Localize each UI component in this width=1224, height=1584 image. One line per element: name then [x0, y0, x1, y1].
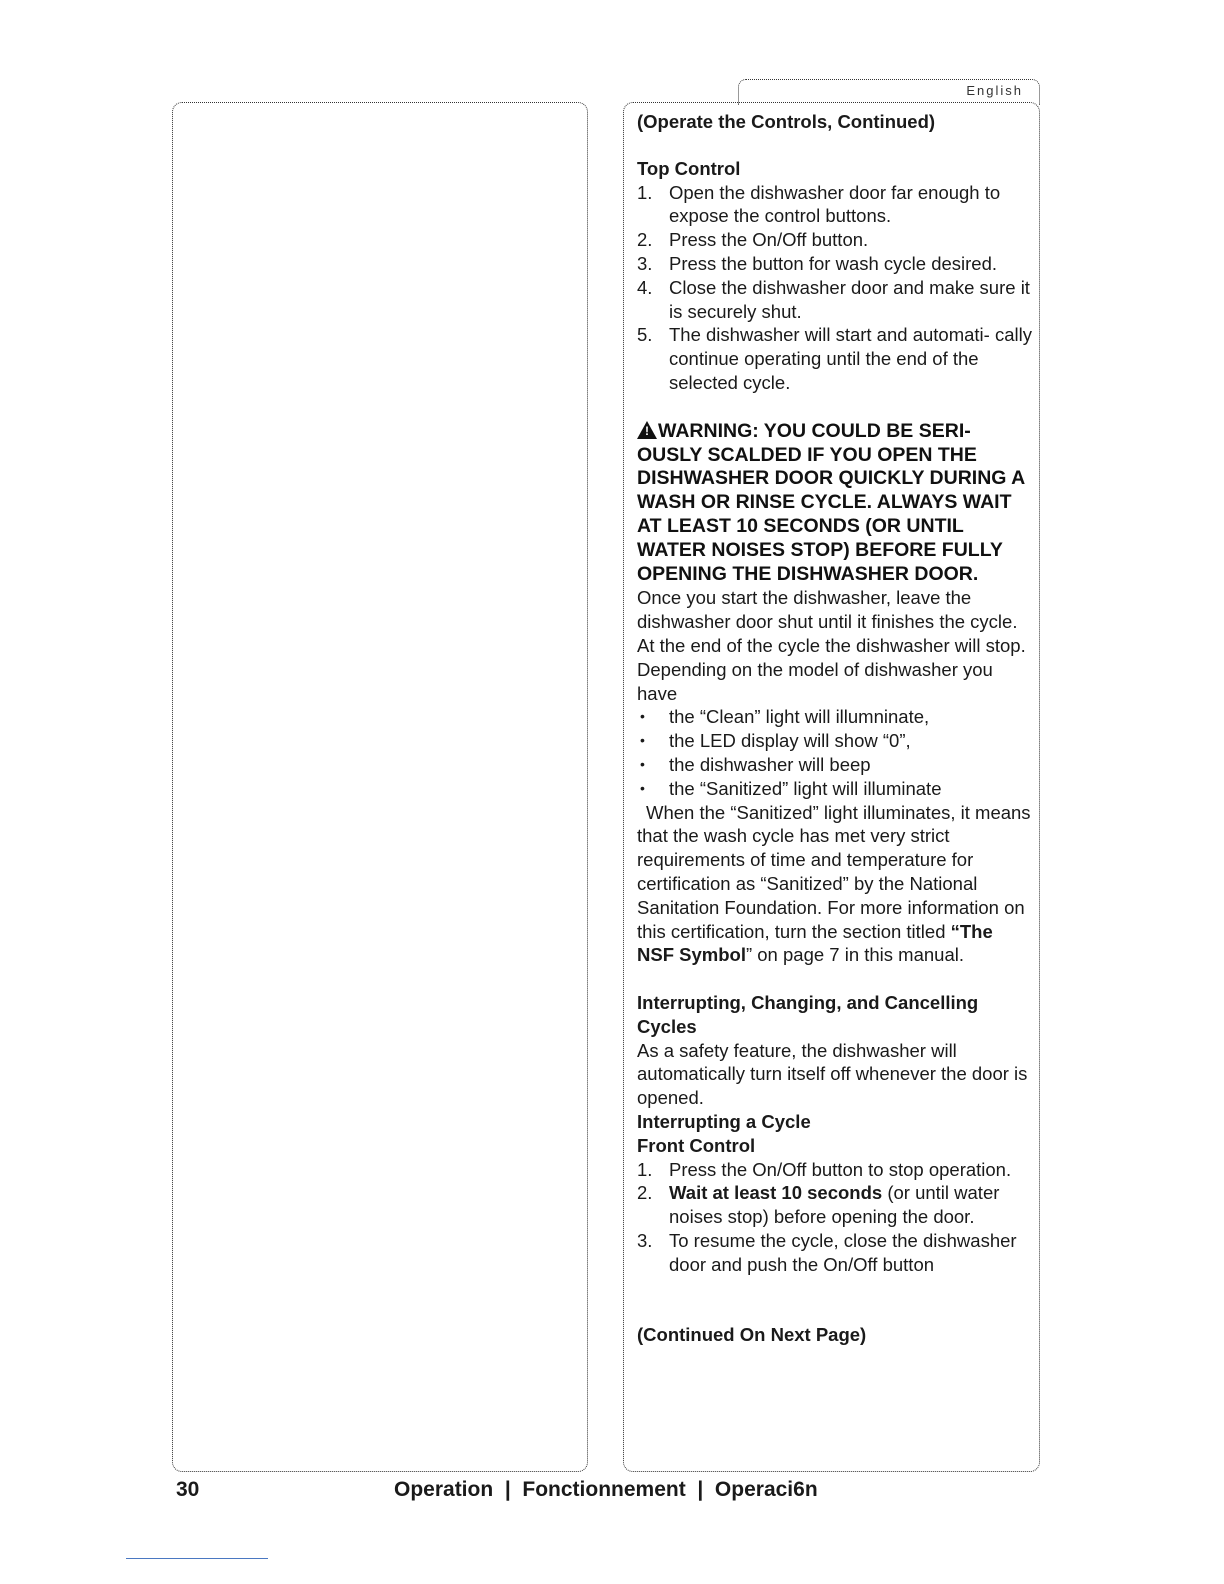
step-text: Press the On/Off button.	[669, 229, 869, 251]
bottom-divider	[126, 1558, 268, 1559]
indicator-bullets	[637, 705, 1032, 800]
step-number: 3.	[637, 1230, 653, 1252]
continued-next-page: (Continued On Next Page)	[637, 1323, 867, 1345]
front-control-heading: Front Control	[637, 1134, 756, 1156]
step-text: The dishwasher will start and automati- cally continue operating until the end of the selected cycle.	[669, 324, 1032, 393]
step-text: To resume the cycle, close the dishwasher door and push the On/Off button	[669, 1230, 1017, 1275]
language-label: English	[966, 83, 1023, 98]
interrupting-intro: As a safety feature, the dishwasher will automatically turn itself off whenever the door is opened.	[637, 1039, 1028, 1109]
front-control-steps	[637, 1158, 1032, 1277]
step-number: 1.	[637, 1158, 653, 1180]
step-text: (or until water noises stop) before opening the door.	[669, 1182, 1000, 1228]
after-start-intro: Once you start the dishwasher, leave the dishwasher door shut until it finishes the cycle. At the end of the cycle the dishwasher will stop. Depending on the model of dishwasher you have	[637, 587, 1026, 704]
warning-icon: !	[637, 421, 657, 439]
step-text: Open the dishwasher door far enough to expose the control buttons.	[669, 181, 1001, 227]
step-number: 2.	[637, 229, 653, 251]
list-item: • the “Clean” light will illumninate,	[637, 705, 1032, 729]
sanitized-text: When the “Sanitized” light illuminates, it means that the wash cycle has met very strict requirements of time and temperature for certification as “Sanitized” by the National Sanitation Foundation. For more information on this certification, turn the section titled	[637, 801, 1031, 942]
step-emphasis: Wait at least 10 seconds	[669, 1182, 883, 1204]
nsf-section-reference: “The NSF Symbol	[637, 920, 993, 966]
list-item: • the “Sanitized” light will illuminate	[637, 777, 1032, 801]
step-number: 2.	[637, 1182, 653, 1204]
warning-block	[637, 419, 1032, 587]
warning-text: WARNING: YOU COULD BE SERI- OUSLY SCALDED IF YOU OPEN THE DISHWASHER DOOR QUICKLY DURING A WASH OR RINSE CYCLE. ALWAYS WAIT AT LEAST 10 SECONDS (OR UNTIL WATER NOISES STOP) BEFORE FULLY OPENING THE DISHWASHER DOOR.	[637, 419, 1025, 585]
list-item	[637, 228, 1032, 252]
footer-title: Operation | Fonctionnement | Operaci6n	[394, 1478, 818, 1501]
step-number: 4.	[637, 276, 653, 298]
list-item	[637, 1181, 1032, 1229]
page-number: 30	[176, 1478, 200, 1501]
list-item: • the LED display will show “0”,	[637, 729, 1032, 753]
step-number: 3.	[637, 252, 653, 274]
left-blank-panel	[172, 102, 588, 1472]
list-item	[637, 276, 1032, 324]
step-text: Press the On/Off button to stop operation.	[669, 1158, 1012, 1180]
top-control-steps	[637, 181, 1032, 395]
top-control-heading: Top Control	[637, 157, 741, 179]
list-item	[637, 1229, 1032, 1277]
step-text: Close the dishwasher door and make sure it is securely shut.	[669, 276, 1030, 322]
list-item: • the dishwasher will beep	[637, 753, 1032, 777]
list-item	[637, 323, 1032, 394]
step-text: Press the button for wash cycle desired.	[669, 252, 998, 274]
continued-heading: (Operate the Controls, Continued)	[637, 111, 936, 132]
interrupting-heading: Interrupting, Changing, and Cancelling Cycles	[637, 992, 979, 1037]
step-number: 5.	[637, 324, 653, 346]
list-item	[637, 181, 1032, 229]
list-item	[637, 1158, 1032, 1182]
sanitized-paragraph	[637, 801, 1032, 968]
content-column	[637, 110, 1032, 1346]
list-item	[637, 252, 1032, 276]
sanitized-text-end: ” on page 7 in this manual.	[745, 944, 964, 966]
interrupting-cycle-heading: Interrupting a Cycle	[637, 1111, 811, 1133]
step-number: 1.	[637, 181, 653, 203]
